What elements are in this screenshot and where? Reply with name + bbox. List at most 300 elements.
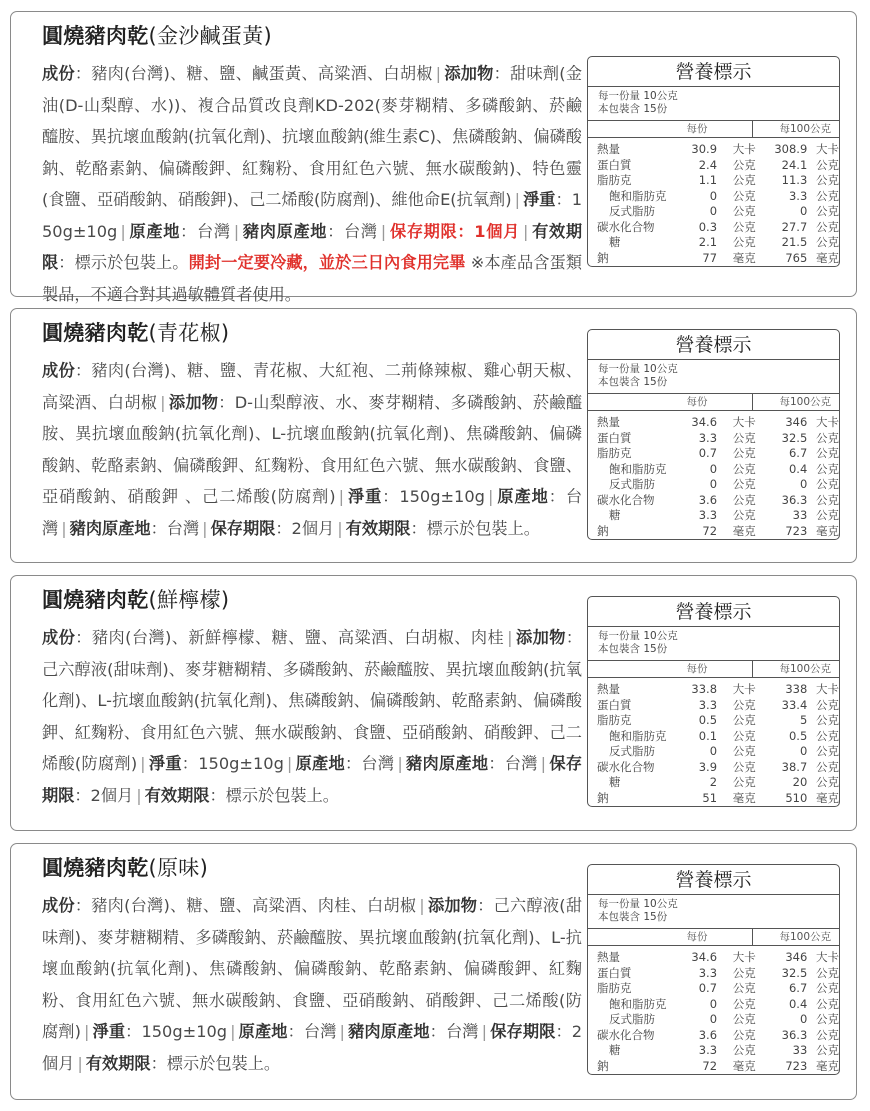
- per-100g-value: 338: [785, 682, 808, 696]
- product-description: [42, 58, 582, 310]
- per-100g-unit: 公克: [815, 477, 839, 491]
- field-value: ：台灣: [344, 754, 395, 773]
- per-serving-unit: 大卡: [732, 415, 756, 429]
- per-serving-unit: 公克: [732, 728, 756, 743]
- per-100g-value: 33: [792, 508, 808, 522]
- per-100g-unit: 公克: [816, 981, 840, 995]
- field-value: ※本產品含蛋類製品，不適合對其過敏體質者使用。: [42, 253, 583, 304]
- product-description: [42, 890, 582, 1079]
- per-100g-value: 24.1: [781, 157, 808, 172]
- nutrient-name: 反式脂肪: [609, 477, 655, 491]
- product-title: [42, 317, 229, 347]
- per-serving-unit: 公克: [732, 508, 756, 522]
- per-100g-value: 0: [799, 477, 808, 491]
- per-100g-value: 20: [792, 775, 808, 789]
- field-value: ：標示於包裝上。: [410, 518, 540, 538]
- field-value: ：豬肉(台灣)、糖、鹽、青花椒、大紅袍、二荊條辣椒、雞心朝天椒、高粱酒、白胡椒: [42, 361, 582, 412]
- per-100g-value: 0: [799, 204, 808, 218]
- nutrition-column-header: [588, 393, 839, 411]
- field-value: ：豬肉(台灣)、糖、鹽、鹹蛋黃、高粱酒、白胡椒: [74, 64, 433, 83]
- servings-per-package: 本包裝含 15份: [598, 910, 668, 923]
- per-100g-value: 723: [785, 1058, 808, 1073]
- nutrient-name: 糖: [609, 508, 621, 522]
- product-title: [42, 852, 208, 882]
- field-label: 淨重: [347, 487, 383, 506]
- separator: |: [230, 1022, 236, 1041]
- nutrition-row: [588, 744, 839, 760]
- per-100g-unit: 毫克: [816, 1058, 840, 1073]
- nutrient-name: 脂肪克: [597, 713, 632, 727]
- per-serving-unit: 公克: [732, 235, 756, 249]
- field-label: 添加物: [168, 392, 219, 412]
- separator: |: [380, 221, 387, 241]
- separator: |: [160, 392, 166, 412]
- nutrient-name: 鈉: [597, 250, 609, 265]
- nutrition-rows: [588, 411, 839, 539]
- per-100g-header: 每100公克: [779, 663, 831, 675]
- field-label: 原產地: [295, 754, 345, 773]
- field-label: 添加物: [427, 896, 478, 915]
- per-100g-value: 27.7: [781, 219, 808, 234]
- field-value: ：台灣: [180, 221, 231, 241]
- field-value: ：150g±10g: [125, 1022, 228, 1041]
- per-100g-unit: 公克: [815, 775, 839, 789]
- field-value: ：2個月: [275, 518, 335, 538]
- nutrition-row: [588, 1059, 839, 1075]
- field-label: 成份: [42, 64, 75, 83]
- per-serving-unit: 公克: [732, 446, 756, 460]
- nutrition-label: [587, 864, 840, 1075]
- field-value: ：標示於包裝上。: [58, 253, 189, 272]
- field-value: ：甜味劑(金油(D-山梨醇、水))、複合品質改良劑KD-202(麥芽糊精、多磷酸鈉、菸鹼醯胺、異抗壞血酸鈉(抗氧化劑)、抗壞血酸鈉(維生素C)、焦磷酸鈉、偏磷酸鈉、乾酪素鈉、偏磷酸鉀、紅麴粉、食用紅色六號、無水碳酸鈉)、特色靈(食鹽、亞硝酸鈉、硝酸鉀)、己二烯酸(防腐劑)、維他命E(抗氧劑): [42, 64, 583, 209]
- per-100g-value: 21.5: [781, 235, 808, 249]
- per-100g-value: 5: [799, 713, 808, 727]
- per-100g-header: 每100公克: [779, 931, 831, 943]
- per-100g-value: 0: [799, 1012, 808, 1026]
- nutrition-row: [588, 477, 839, 493]
- nutrition-rows: [588, 138, 839, 266]
- field-value: ：己六醇液(甜味劑)、麥芽糖糊精、多磷酸鈉、菸鹼醯胺、異抗壞血酸鈉(抗氧化劑)、L-抗壞血酸鈉(抗氧化劑)、焦磷酸鈉、偏磷酸鈉、乾酪素鈉、偏磷酸鉀、紅麴粉、食用紅色六號、無水碳酸鈉、食鹽、亞硝酸鈉、硝酸鉀、己二烯酸(防腐劑): [42, 628, 583, 773]
- per-serving-unit: 公克: [732, 996, 756, 1011]
- per-serving-value: 3.9: [698, 759, 718, 774]
- nutrition-title: 營養標示: [588, 597, 839, 627]
- per-serving-value: 0.5: [698, 713, 718, 727]
- separator: |: [540, 754, 547, 773]
- nutrition-row: [588, 997, 839, 1013]
- field-value: ：2個月: [74, 785, 134, 805]
- nutrition-row: [588, 220, 839, 236]
- separator: |: [140, 754, 146, 773]
- product-flavor: (原味): [148, 856, 209, 880]
- per-100g-unit: 公克: [815, 744, 839, 758]
- per-100g-unit: 公克: [815, 188, 839, 203]
- per-serving-unit: 公克: [732, 981, 756, 995]
- field-label: 有效期限: [85, 1053, 151, 1073]
- nutrition-row: [588, 508, 839, 524]
- per-serving-header: 每份: [642, 661, 753, 677]
- separator: |: [61, 518, 67, 538]
- product-name: 圓燒豬肉乾: [42, 588, 149, 612]
- field-value: ：150g±10g: [382, 487, 485, 506]
- per-serving-unit: 公克: [732, 204, 756, 218]
- separator: |: [419, 896, 425, 915]
- per-100g-unit: 公克: [816, 1027, 840, 1042]
- per-serving-header: 每份: [642, 394, 753, 410]
- serving-info: [588, 895, 839, 928]
- warning-text: 開封一定要冷藏，並於三日內食用完畢: [188, 253, 466, 272]
- nutrient-name: 飽和脂肪克: [609, 728, 667, 743]
- nutrient-name: 糖: [609, 1043, 621, 1057]
- nutrient-name: 脂肪克: [597, 446, 632, 460]
- nutrient-name: 碳水化合物: [597, 1027, 655, 1042]
- per-serving-unit: 公克: [732, 775, 756, 789]
- nutrient-name: 飽和脂肪克: [609, 996, 667, 1011]
- nutrient-name: 反式脂肪: [609, 1012, 655, 1026]
- nutrition-row: [588, 760, 839, 776]
- per-serving-unit: 公克: [732, 965, 756, 980]
- per-serving-header: 每份: [642, 121, 753, 137]
- per-serving-unit: 公克: [732, 430, 756, 445]
- per-100g-value: 11.3: [781, 173, 808, 187]
- per-serving-unit: 公克: [732, 173, 756, 187]
- per-serving-value: 3.6: [698, 1027, 718, 1042]
- field-label: 淨重: [523, 190, 556, 209]
- per-100g-value: 6.7: [788, 446, 808, 460]
- nutrition-rows: [588, 678, 839, 806]
- nutrient-name: 反式脂肪: [609, 204, 655, 218]
- nutrient-name: 碳水化合物: [597, 219, 655, 234]
- per-serving-value: 0.3: [698, 219, 718, 234]
- servings-per-package: 本包裝含 15份: [598, 642, 668, 655]
- field-label: 有效期限: [144, 785, 210, 805]
- field-value: ：台灣: [488, 754, 538, 773]
- per-serving-unit: 公克: [732, 157, 756, 172]
- field-label: 有效期限: [42, 221, 583, 272]
- nutrition-title: 營養標示: [588, 330, 839, 360]
- separator: |: [77, 1053, 83, 1073]
- per-serving-unit: 公克: [732, 1027, 756, 1042]
- nutrition-rows: [588, 946, 839, 1074]
- nutrition-column-header: [588, 660, 839, 678]
- product-card: [10, 308, 857, 563]
- nutrition-row: [588, 204, 839, 220]
- nutrient-name: 蛋白質: [597, 157, 632, 172]
- per-serving-value: 0.7: [698, 981, 718, 995]
- per-serving-value: 34.6: [691, 950, 718, 964]
- per-serving-unit: 公克: [732, 461, 756, 476]
- nutrition-column-header: [588, 928, 839, 946]
- field-label: 原產地: [128, 221, 181, 241]
- nutrition-row: [588, 462, 839, 478]
- per-serving-unit: 毫克: [732, 250, 756, 265]
- nutrition-row: [588, 235, 839, 251]
- per-serving-unit: 公克: [732, 188, 756, 203]
- product-description: [42, 355, 582, 544]
- per-serving-value: 0: [709, 744, 718, 758]
- per-serving-unit: 公克: [732, 492, 756, 507]
- per-serving-value: 3.6: [698, 492, 718, 507]
- field-value: ：台灣: [287, 1022, 337, 1041]
- per-100g-unit: 公克: [816, 219, 840, 234]
- nutrient-name: 蛋白質: [597, 965, 632, 980]
- nutrient-name: 熱量: [597, 142, 620, 156]
- per-serving-value: 0: [709, 996, 718, 1011]
- field-value: ：150g±10g: [181, 754, 284, 773]
- per-100g-value: 0: [799, 744, 808, 758]
- field-label: 保存期限: [490, 1022, 556, 1041]
- field-label: 原產地: [238, 1022, 288, 1041]
- separator: |: [339, 1022, 345, 1041]
- nutrient-name: 碳水化合物: [597, 759, 655, 774]
- nutrient-name: 鈉: [597, 1058, 609, 1073]
- warning-text: 保存期限：1個月: [389, 221, 520, 241]
- nutrition-title: 營養標示: [588, 865, 839, 895]
- nutrition-row: [588, 966, 839, 982]
- per-serving-value: 3.3: [698, 508, 718, 522]
- field-label: 添加物: [515, 628, 566, 647]
- serving-size: 每一份量 10公克: [598, 90, 678, 102]
- per-100g-unit: 大卡: [816, 682, 840, 696]
- serving-size: 每一份量 10公克: [598, 898, 678, 910]
- per-100g-unit: 公克: [816, 492, 840, 507]
- product-card: [10, 843, 857, 1100]
- nutrition-title: 營養標示: [588, 57, 839, 87]
- product-flavor: (鮮檸檬): [148, 588, 230, 612]
- nutrition-row: [588, 698, 839, 714]
- serving-size: 每一份量 10公克: [598, 363, 678, 375]
- serving-size: 每一份量 10公克: [598, 630, 678, 642]
- field-label: 保存期限: [210, 518, 276, 538]
- product-card: [10, 575, 857, 831]
- per-100g-value: 6.7: [788, 981, 808, 995]
- per-serving-value: 72: [702, 1058, 718, 1073]
- nutrition-row: [588, 775, 839, 791]
- product-description: [42, 622, 582, 811]
- per-100g-unit: 公克: [815, 235, 839, 249]
- separator: |: [522, 221, 529, 241]
- separator: |: [337, 518, 343, 538]
- nutrient-name: 蛋白質: [597, 430, 632, 445]
- nutrition-row: [588, 682, 839, 698]
- per-serving-unit: 大卡: [732, 682, 756, 696]
- nutrition-row: [588, 142, 839, 158]
- per-100g-unit: 公克: [815, 1012, 839, 1026]
- per-100g-unit: 公克: [816, 446, 840, 460]
- per-serving-unit: 公克: [732, 1043, 756, 1057]
- field-label: 豬肉原產地: [348, 1022, 430, 1041]
- field-label: 豬肉原產地: [405, 754, 489, 773]
- nutrient-name: 脂肪克: [597, 981, 632, 995]
- per-100g-value: 38.7: [781, 759, 808, 774]
- field-value: ：150g±10g: [42, 190, 582, 241]
- nutrient-name: 碳水化合物: [597, 492, 655, 507]
- nutrition-row: [588, 1043, 839, 1059]
- field-value: ：標示於包裝上。: [150, 1053, 281, 1073]
- serving-info: [588, 87, 839, 120]
- per-100g-unit: 公克: [815, 996, 839, 1011]
- per-100g-value: 308.9: [774, 142, 808, 156]
- nutrition-row: [588, 158, 839, 174]
- separator: |: [233, 221, 240, 241]
- product-name: 圓燒豬肉乾: [42, 321, 149, 345]
- nutrition-column-header: [588, 120, 839, 138]
- separator: |: [397, 754, 403, 773]
- per-serving-unit: 公克: [732, 697, 756, 712]
- field-label: 淨重: [92, 1022, 126, 1041]
- per-100g-header: 每100公克: [779, 396, 831, 408]
- per-100g-value: 32.5: [781, 965, 808, 980]
- per-serving-value: 51: [702, 790, 718, 805]
- per-100g-unit: 公克: [815, 204, 839, 218]
- separator: |: [83, 1022, 90, 1041]
- nutrient-name: 熱量: [597, 950, 620, 964]
- nutrition-row: [588, 1012, 839, 1028]
- nutrition-label: [587, 329, 840, 540]
- per-100g-value: 0.4: [788, 996, 808, 1011]
- product-title: [42, 20, 272, 50]
- per-100g-unit: 大卡: [816, 950, 840, 964]
- nutrition-row: [588, 251, 839, 267]
- servings-per-package: 本包裝含 15份: [598, 375, 668, 388]
- per-100g-value: 0.5: [788, 728, 808, 743]
- product-flavor: (金沙鹹蛋黃): [148, 24, 272, 48]
- per-100g-value: 346: [785, 950, 808, 964]
- per-serving-value: 33.8: [691, 682, 718, 696]
- per-100g-unit: 公克: [816, 430, 840, 445]
- per-100g-value: 510: [785, 790, 808, 805]
- nutrient-name: 鈉: [597, 790, 609, 805]
- per-serving-value: 0: [709, 477, 718, 491]
- nutrient-name: 糖: [609, 775, 621, 789]
- per-serving-value: 0.7: [698, 446, 718, 460]
- per-serving-value: 77: [702, 250, 718, 265]
- servings-per-package: 本包裝含 15份: [598, 102, 668, 115]
- per-serving-value: 2.1: [698, 235, 718, 249]
- separator: |: [120, 221, 126, 241]
- per-100g-value: 33.4: [781, 697, 808, 712]
- nutrition-label: [587, 596, 840, 807]
- per-100g-value: 33: [792, 1043, 808, 1057]
- per-serving-value: 0: [709, 204, 718, 218]
- per-100g-header: 每100公克: [779, 123, 831, 135]
- nutrition-row: [588, 446, 839, 462]
- product-name: 圓燒豬肉乾: [42, 24, 149, 48]
- field-value: ：D-山梨醇液、水、麥芽糊精、多磷酸鈉、菸鹼醯胺、異抗壞血酸鈉(抗氧化劑)、L-抗壞血酸鈉(抗氧化劑)、焦磷酸鈉、偏磷酸鈉、乾酪素鈉、偏磷酸鉀、紅麴粉、食用紅色六號、無水碳酸鈉、食鹽、亞硝酸鈉、硝酸鉀 、己二烯酸(防腐劑): [42, 392, 583, 506]
- per-100g-value: 723: [785, 523, 808, 538]
- nutrition-row: [588, 713, 839, 729]
- nutrition-row: [588, 415, 839, 431]
- per-serving-value: 34.6: [691, 415, 718, 429]
- field-value: ：台灣: [327, 221, 378, 241]
- field-value: ：2個月: [42, 1022, 583, 1073]
- per-100g-unit: 大卡: [816, 142, 840, 156]
- per-serving-unit: 毫克: [732, 790, 756, 805]
- nutrition-row: [588, 189, 839, 205]
- nutrition-row: [588, 493, 839, 509]
- nutrient-name: 熱量: [597, 415, 620, 429]
- field-label: 豬肉原產地: [69, 518, 151, 538]
- per-serving-unit: 大卡: [732, 950, 756, 964]
- per-serving-unit: 公克: [732, 759, 756, 774]
- field-label: 豬肉原產地: [242, 221, 328, 241]
- per-serving-value: 30.9: [691, 142, 718, 156]
- per-serving-unit: 公克: [732, 713, 756, 727]
- nutrition-row: [588, 950, 839, 966]
- product-title: [42, 584, 229, 614]
- per-100g-unit: 毫克: [816, 790, 840, 805]
- nutrition-row: [588, 524, 839, 540]
- per-100g-unit: 公克: [815, 1043, 839, 1057]
- per-serving-unit: 大卡: [732, 142, 756, 156]
- per-100g-unit: 公克: [815, 728, 839, 743]
- field-value: ：台灣: [429, 1022, 479, 1041]
- per-100g-value: 0.4: [788, 461, 808, 476]
- field-value: ：標示於包裝上。: [209, 785, 339, 805]
- per-serving-unit: 公克: [732, 744, 756, 758]
- per-100g-value: 346: [785, 415, 808, 429]
- separator: |: [286, 754, 293, 773]
- separator: |: [338, 487, 345, 506]
- per-100g-unit: 公克: [816, 697, 840, 712]
- per-100g-unit: 公克: [815, 461, 839, 476]
- per-serving-value: 3.3: [698, 1043, 718, 1057]
- per-serving-value: 0: [709, 1012, 718, 1026]
- separator: |: [507, 628, 513, 647]
- field-label: 淨重: [148, 754, 182, 773]
- per-100g-unit: 公克: [816, 157, 840, 172]
- per-serving-unit: 公克: [732, 1012, 756, 1026]
- per-100g-value: 765: [785, 250, 808, 265]
- separator: |: [487, 487, 494, 506]
- nutrient-name: 飽和脂肪克: [609, 461, 667, 476]
- nutrition-row: [588, 431, 839, 447]
- nutrient-name: 鈉: [597, 523, 609, 538]
- product-name: 圓燒豬肉乾: [42, 856, 149, 880]
- product-card: [10, 11, 857, 304]
- nutrient-name: 熱量: [597, 682, 620, 696]
- per-serving-value: 0.1: [698, 728, 718, 743]
- nutrition-row: [588, 981, 839, 997]
- field-label: 成份: [42, 361, 75, 380]
- per-100g-value: 32.5: [781, 430, 808, 445]
- field-value: ：豬肉(台灣)、糖、鹽、高粱酒、肉桂、白胡椒: [74, 896, 417, 915]
- per-serving-unit: 公克: [732, 477, 756, 491]
- per-100g-value: 3.3: [788, 188, 808, 203]
- field-value: ：台灣: [42, 487, 583, 538]
- field-label: 成份: [42, 628, 76, 647]
- per-serving-unit: 毫克: [732, 1058, 756, 1073]
- per-serving-unit: 公克: [732, 219, 756, 234]
- per-100g-unit: 公克: [815, 508, 839, 522]
- per-100g-value: 36.3: [781, 1027, 808, 1042]
- per-serving-header: 每份: [642, 929, 753, 945]
- per-100g-unit: 公克: [816, 759, 840, 774]
- per-100g-unit: 公克: [816, 965, 840, 980]
- nutrient-name: 脂肪克: [597, 173, 632, 187]
- per-serving-value: 3.3: [698, 965, 718, 980]
- field-value: ：台灣: [150, 518, 200, 538]
- separator: |: [202, 518, 208, 538]
- per-serving-value: 72: [702, 523, 718, 538]
- field-label: 添加物: [444, 64, 494, 83]
- nutrition-row: [588, 173, 839, 189]
- separator: |: [435, 64, 442, 83]
- field-label: 有效期限: [345, 518, 411, 538]
- nutrition-row: [588, 1028, 839, 1044]
- field-value: ：己六醇液(甜味劑)、麥芽糖糊精、多磷酸鈉、菸鹼醯胺、異抗壞血酸鈉(抗氧化劑)、L-抗壞血酸鈉(抗氧化劑)、焦磷酸鈉、偏磷酸鈉、乾酪素鈉、偏磷酸鉀、紅麴粉、食用紅色六號、無水碳酸鈉、食鹽、亞硝酸鈉、硝酸鉀、己二烯酸(防腐劑): [42, 896, 583, 1041]
- field-label: 原產地: [496, 487, 549, 506]
- serving-info: [588, 627, 839, 660]
